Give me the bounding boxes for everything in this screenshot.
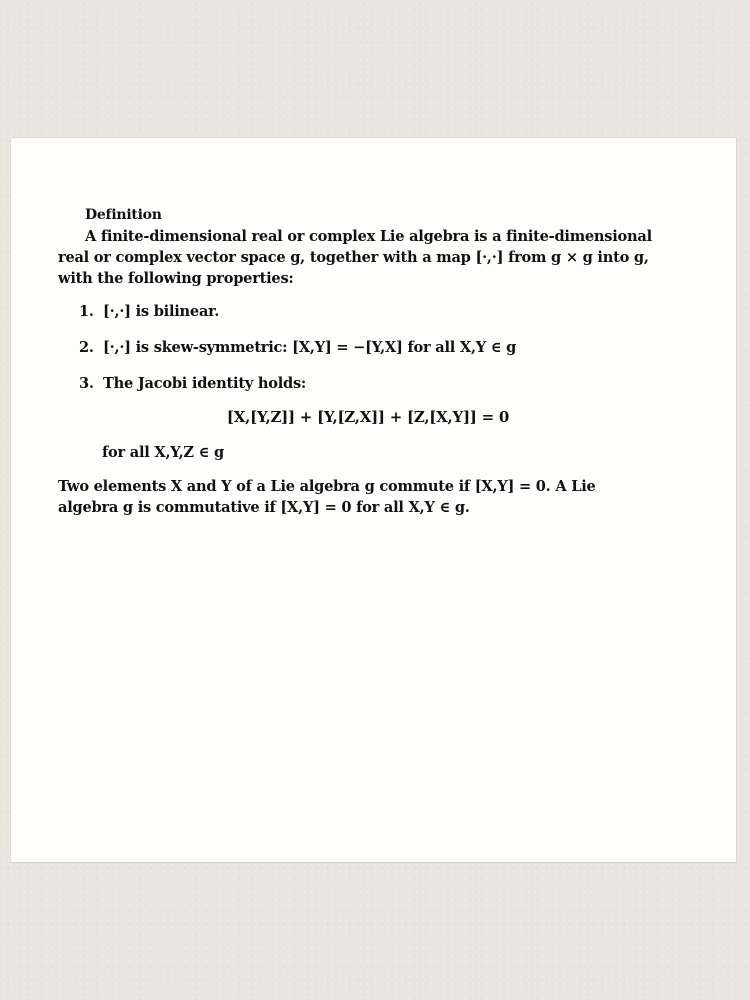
properties-list [58, 301, 678, 394]
closing-line-2: algebra g is commutative if [X,Y] = 0 for all X,Y ∈ g. [58, 499, 470, 516]
closing-paragraph [58, 476, 678, 518]
list-item [79, 301, 678, 322]
item-number: 1. [79, 303, 94, 320]
definition-heading: Definition [85, 207, 162, 223]
definition-text-block [58, 205, 678, 518]
item-text: [·,·] is skew-symmetric: [X,Y] = −[Y,X] for all X,Y ∈ g [103, 339, 517, 356]
intro-line-1: A finite-dimensional real or complex Lie algebra is a finite-dimensional [85, 228, 652, 245]
closing-line-1: Two elements X and Y of a Lie algebra g commute if [X,Y] = 0. A Lie [58, 478, 596, 495]
list-item [79, 373, 678, 394]
list-item [79, 337, 678, 358]
item-text: [·,·] is bilinear. [103, 303, 220, 320]
intro-line-2: real or complex vector space g, together with a map [·,·] from g × g into g, [58, 249, 649, 266]
jacobi-quantifier: for all X,Y,Z ∈ g [102, 444, 224, 461]
item-number: 3. [79, 375, 94, 392]
definition-intro [58, 226, 678, 289]
jacobi-formula: [X,[Y,Z]] + [Y,[Z,X]] + [Z,[X,Y]] = 0 [226, 408, 510, 426]
item-number: 2. [79, 339, 94, 356]
intro-line-3: with the following properties: [58, 270, 294, 287]
item-text: The Jacobi identity holds: [103, 375, 307, 392]
